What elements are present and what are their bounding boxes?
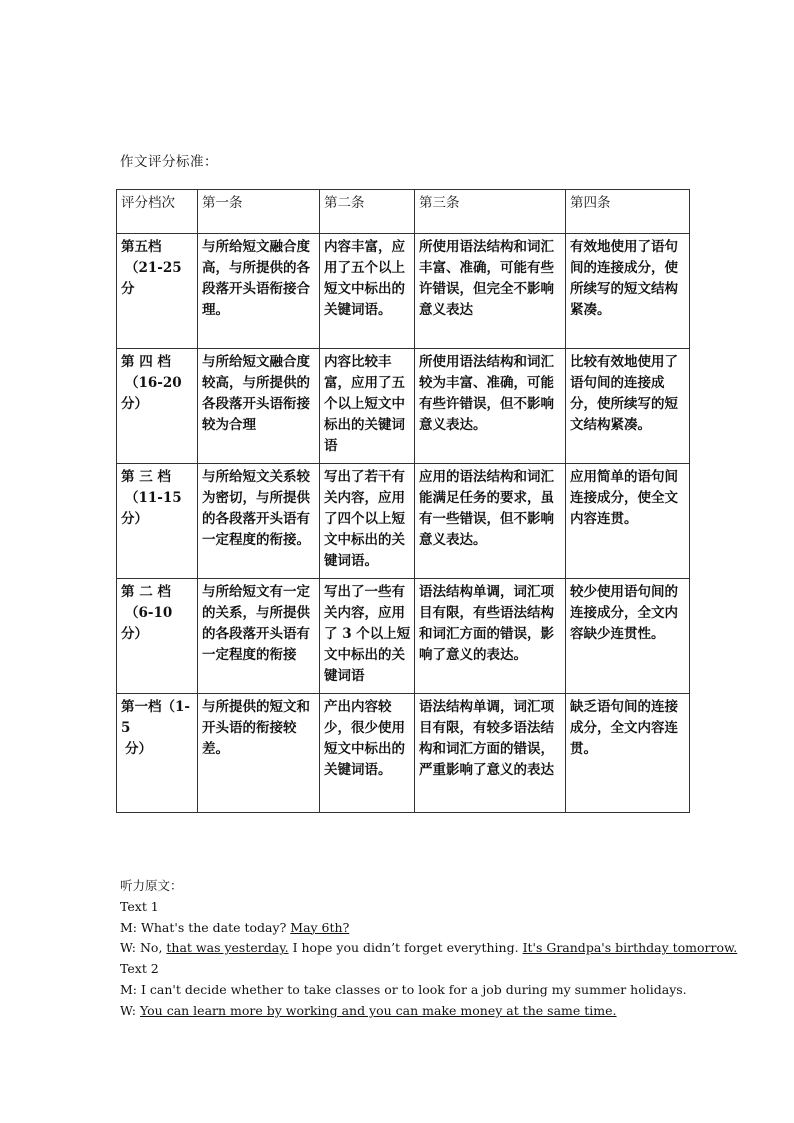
- dialogue-line: [120, 1001, 720, 1022]
- level-range: （21-25 分: [121, 260, 182, 297]
- criterion-cell: 缺乏语句间的连接成分，全文内容连贯。: [566, 694, 690, 813]
- criterion-cell: 较少使用语句间的连接成分，全文内容缺少连贯性。: [566, 579, 690, 694]
- criterion-cell: 写出了一些有关内容，应用了 3 个以上短文中标出的关键词语: [320, 579, 415, 694]
- criterion-cell: 所使用语法结构和词汇较为丰富、准确，可能有些许错误，但不影响意义表达。: [415, 349, 566, 464]
- criterion-cell: 与所给短文关系较为密切，与所提供的各段落开头语有一定程度的衔接。: [198, 464, 320, 579]
- underlined-answer: You can learn more by working and you can make money at the same time.: [139, 1002, 617, 1018]
- dialogue-line: [120, 918, 720, 939]
- table-row: [117, 234, 690, 349]
- level-cell: [117, 464, 198, 579]
- header-cell-criterion-1: 第一条: [198, 190, 320, 234]
- table-header-row: [117, 190, 690, 234]
- text-label: Text 2: [120, 961, 159, 977]
- table-row: [117, 694, 690, 813]
- criterion-cell: 与所给短文融合度较高，与所提供的各段落开头语衔接较为合理: [198, 349, 320, 464]
- level-name: 第一档（1-5: [121, 699, 190, 736]
- listening-transcript: [120, 876, 738, 1022]
- level-range: （16-20 分）: [121, 375, 182, 412]
- criterion-cell: 写出了若干有关内容，应用了四个以上短文中标出的关键词语。: [320, 464, 415, 579]
- level-range: 分）: [125, 741, 152, 757]
- dialogue-text: What's the date today?: [141, 919, 287, 935]
- dialogue-line: [120, 980, 720, 1001]
- criterion-cell: 与所提供的短文和开头语的衔接较差。: [198, 694, 320, 813]
- underlined-answer: that was yesterday.: [166, 940, 289, 956]
- underlined-answer: May 6th?: [290, 919, 350, 935]
- header-cell-criterion-3: 第三条: [415, 190, 566, 234]
- criterion-cell: 语法结构单调，词汇项目有限，有些语法结构和词汇方面的错误，影响了意义的表达。: [415, 579, 566, 694]
- criterion-cell: 内容比较丰富，应用了五个以上短文中标出的关键词语: [320, 349, 415, 464]
- level-name: 第 四 档: [121, 354, 171, 370]
- criterion-cell: 应用简单的语句间连接成分，使全文内容连贯。: [566, 464, 690, 579]
- criterion-cell: 应用的语法结构和词汇能满足任务的要求，虽有一些错误，但不影响意义表达。: [415, 464, 566, 579]
- dialogue-text: I can't decide whether to take classes or to look for a job during my summer holidays.: [141, 981, 687, 997]
- header-cell-criterion-4: 第四条: [566, 190, 690, 234]
- level-range: （11-15 分）: [121, 490, 182, 527]
- dialogue-line: [120, 938, 738, 959]
- underlined-answer: It's Grandpa's birthday tomorrow.: [522, 940, 738, 956]
- criterion-cell: 所使用语法结构和词汇丰富、准确，可能有些许错误，但完全不影响意义表达: [415, 234, 566, 349]
- table-row: [117, 464, 690, 579]
- header-cell-criterion-2: 第二条: [320, 190, 415, 234]
- table-row: [117, 349, 690, 464]
- speaker-label: M:: [120, 919, 138, 935]
- table-row: [117, 579, 690, 694]
- level-cell: [117, 349, 198, 464]
- criterion-cell: 与所给短文有一定的关系，与所提供的各段落开头语有一定程度的衔接: [198, 579, 320, 694]
- grading-table: [116, 189, 690, 813]
- level-cell: [117, 234, 198, 349]
- dialogue-text: I hope you didn’t forget everything.: [292, 940, 519, 956]
- level-cell: [117, 579, 198, 694]
- speaker-label: W:: [120, 940, 136, 956]
- page-title: 作文评分标准：: [120, 154, 218, 170]
- dialogue-text: No,: [139, 940, 163, 956]
- level-cell: [117, 694, 198, 813]
- criterion-cell: 比较有效地使用了语句间的连接成分，使所续写的短文结构紧凑。: [566, 349, 690, 464]
- criterion-cell: 有效地使用了语句间的连接成分，使所续写的短文结构紧凑。: [566, 234, 690, 349]
- speaker-label: W:: [120, 1002, 136, 1018]
- level-name: 第 三 档: [121, 469, 171, 485]
- speaker-label: M:: [120, 981, 138, 997]
- text-label: Text 1: [120, 898, 159, 914]
- criterion-cell: 产出内容较少，很少使用短文中标出的关键词语。: [320, 694, 415, 813]
- level-name: 第 二 档: [121, 584, 171, 600]
- criterion-cell: 与所给短文融合度高，与所提供的各段落开头语衔接合理。: [198, 234, 320, 349]
- criterion-cell: 内容丰富，应用了五个以上短文中标出的关键词语。: [320, 234, 415, 349]
- header-cell-level: 评分档次: [117, 190, 198, 234]
- transcript-heading: 听力原文：: [120, 878, 183, 893]
- level-range: （6-10 分）: [121, 605, 173, 642]
- level-name: 第五档: [121, 239, 162, 255]
- criterion-cell: 语法结构单调，词汇项目有限，有较多语法结构和词汇方面的错误，严重影响了意义的表达: [415, 694, 566, 813]
